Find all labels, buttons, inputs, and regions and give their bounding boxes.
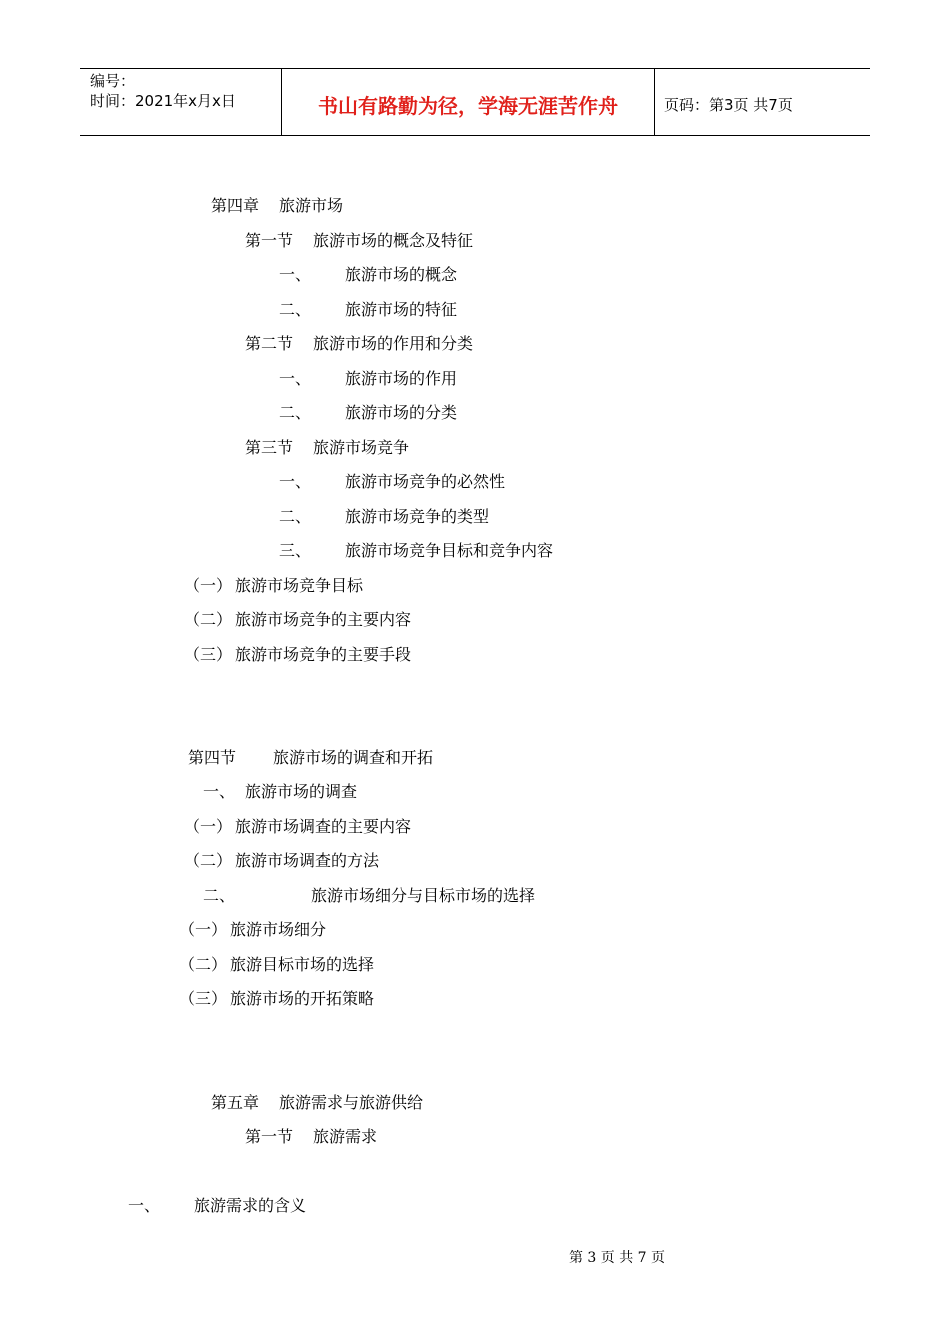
outline-item [279,403,457,423]
item-number: 一、 [128,1196,161,1215]
subitem-number: （三） [184,645,233,664]
subitem-title: 旅游市场的开拓策略 [230,989,375,1008]
subitem-number: （二） [184,610,233,629]
item-number: 三、 [279,541,312,560]
outline-item [279,472,505,492]
outline-subitem [184,610,411,630]
item-number: 二、 [279,403,312,422]
section-title: 旅游市场竞争 [313,438,410,457]
section-heading [245,1127,377,1147]
doc-number-label: 编号： [90,72,136,90]
subitem-title: 旅游市场调查的方法 [235,851,380,870]
outline-item [279,541,553,561]
chapter-number: 第五章 [211,1093,260,1112]
header-top-rule [80,68,870,69]
item-title: 旅游市场的特征 [345,300,458,319]
item-title: 旅游市场的分类 [345,403,458,422]
doc-time-label: 时间：2021年x月x日 [90,92,236,110]
section-number: 第一节 [245,1127,294,1146]
section-heading [245,231,473,251]
outline-item [203,886,535,906]
item-title: 旅游市场的作用 [345,369,458,388]
header-divider-right [654,68,655,136]
outline-subitem [184,817,411,837]
subitem-title: 旅游目标市场的选择 [230,955,375,974]
item-title: 旅游市场的概念 [345,265,458,284]
outline-item [279,300,457,320]
outline-item [279,369,457,389]
section-number: 第二节 [245,334,294,353]
item-number: 二、 [279,507,312,526]
section-title: 旅游市场的调查和开拓 [273,748,434,767]
section-title: 旅游需求 [313,1127,378,1146]
outline-item [279,265,457,285]
item-number: 一、 [203,782,236,801]
item-number: 二、 [279,300,312,319]
subitem-number: （二） [179,955,228,974]
outline-item [203,782,357,802]
subitem-title: 旅游市场竞争的主要内容 [235,610,412,629]
item-title: 旅游市场的调查 [245,782,358,801]
section-number: 第三节 [245,438,294,457]
section-title: 旅游市场的概念及特征 [313,231,474,250]
outline-subitem [179,920,326,940]
outline-subitem [184,576,363,596]
section-heading [188,748,433,768]
chapter-4-heading [211,196,343,216]
item-number: 一、 [279,472,312,491]
subitem-title: 旅游市场竞争目标 [235,576,364,595]
item-number: 一、 [279,265,312,284]
item-title: 旅游市场竞争的必然性 [345,472,506,491]
subitem-number: （二） [184,851,233,870]
outline-subitem [179,989,374,1009]
header-bottom-rule [80,135,870,136]
subitem-number: （一） [184,576,233,595]
item-title: 旅游市场竞争的类型 [345,507,490,526]
chapter-title: 旅游需求与旅游供给 [279,1093,424,1112]
outline-item [128,1196,306,1216]
section-heading [245,334,473,354]
outline-item [279,507,489,527]
subitem-number: （一） [179,920,228,939]
outline-subitem [184,851,379,871]
subitem-title: 旅游市场调查的主要内容 [235,817,412,836]
chapter-number: 第四章 [211,196,260,215]
item-number: 二、 [203,886,236,905]
chapter-5-heading [211,1093,423,1113]
section-number: 第四节 [188,748,237,767]
header-page-info: 页码：第3页 共7页 [664,96,793,114]
subitem-title: 旅游市场竞争的主要手段 [235,645,412,664]
subitem-number: （一） [184,817,233,836]
header-motto: 书山有路勤为径，学海无涯苦作舟 [318,94,618,118]
section-title: 旅游市场的作用和分类 [313,334,474,353]
outline-subitem [179,955,374,975]
item-title: 旅游市场细分与目标市场的选择 [311,886,536,905]
page-footer: 第 3 页 共 7 页 [568,1250,666,1266]
outline-subitem [184,645,411,665]
section-heading [245,438,409,458]
chapter-title: 旅游市场 [279,196,344,215]
item-title: 旅游需求的含义 [194,1196,307,1215]
subitem-title: 旅游市场细分 [230,920,327,939]
section-number: 第一节 [245,231,294,250]
item-number: 一、 [279,369,312,388]
item-title: 旅游市场竞争目标和竞争内容 [345,541,554,560]
subitem-number: （三） [179,989,228,1008]
